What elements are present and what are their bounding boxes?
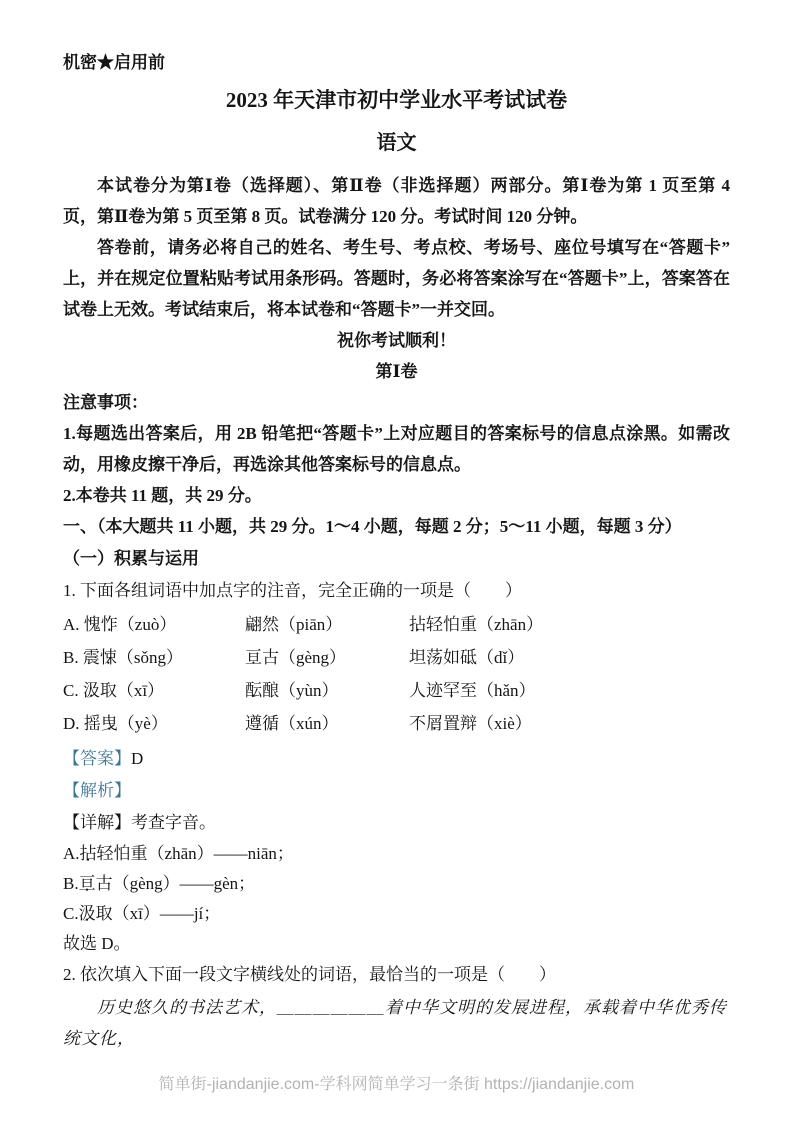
subject-title: 语文 xyxy=(376,132,417,154)
explanation-a: A.拈 •轻怕重（zhān）——niān； xyxy=(63,839,730,869)
option-row-c xyxy=(63,674,730,707)
option-row-d xyxy=(63,707,730,740)
answer-line xyxy=(63,743,730,775)
intro-paragraph-instructions: 答卷前，请务必将自己的姓名、考生号、考点校、考场号、座位号填写在“答题卡”上，并在规定位置粘贴考试用条形码。答题时，务必将答案涂写在“答题卡”上，答案答在试卷上无效。考试结束后，将本试卷和“答题卡”一并交回。 xyxy=(63,238,730,319)
note-item-1: 1.每题选出答案后，用 2B 铅笔把“答题卡”上对应题目的答案标号的信息点涂黑。如需改动，用橡皮擦干净后，再选涂其他答案标号的信息点。 xyxy=(63,424,730,474)
notes-title: 注意事项： xyxy=(63,393,148,412)
detail-text: 考查字音。 xyxy=(131,813,216,832)
option-a-cell-2: 翩 •然（piān） xyxy=(245,608,409,641)
option-d-cell-1: D. 摇曳 •（yè） xyxy=(63,707,245,740)
option-b-cell-2: 亘 •古（gèng） xyxy=(245,641,409,674)
volume-title: 第Ⅰ卷 xyxy=(375,362,418,381)
subsection-heading: （一）积累与运用 xyxy=(63,549,199,568)
confidential-notice: 机密★启用前 xyxy=(63,53,165,72)
option-b-cell-3: 坦荡如砥 •（dǐ） xyxy=(409,641,730,674)
question2-passage: 历史悠久的书法艺术，＿＿＿＿＿＿着中华文明的发展进程，承载着中华优秀传统文化， xyxy=(63,998,727,1048)
option-d-cell-3: 不屑 •置辩（xiè） xyxy=(409,707,730,740)
footer-watermark: 简单街-jiandanjie.com-学科网简单学习一条街 https://jiandanjie.com xyxy=(158,1076,635,1093)
option-a-cell-1: A. 愧怍 •（zuò） xyxy=(63,608,245,641)
section-heading: 一、（本大题共 11 小题，共 29 分。1～4 小题，每题 2 分；5～11 小题，每题 3 分） xyxy=(63,517,682,536)
option-c-cell-3: 人迹罕 •至（hǎn） xyxy=(409,674,730,707)
note-item-2: 2.本卷共 11 题，共 29 分。 xyxy=(63,486,262,505)
option-c-cell-1: C. 汲 •取（xī） xyxy=(63,674,245,707)
option-a-cell-3: 拈 •轻怕重（zhān） xyxy=(409,608,730,641)
page-title: 2023 年天津市初中学业水平考试试卷 xyxy=(225,88,568,112)
option-c-cell-2: 酝 •酿（yùn） xyxy=(245,674,409,707)
answer-value: D xyxy=(131,749,144,768)
explanation-c: C.汲 •取（xī）——jí； xyxy=(63,899,730,929)
option-row-a xyxy=(63,608,730,641)
detail-line xyxy=(63,807,730,839)
answer-label: 【答案】 xyxy=(63,749,131,768)
explanation-b: B.亘 •古（gèng）——gèn； xyxy=(63,869,730,899)
analysis-label: 【解析】 xyxy=(63,781,131,800)
wish-line: 祝你考试顺利！ xyxy=(337,331,456,350)
analysis-line xyxy=(63,775,730,807)
detail-label: 【详解】 xyxy=(63,813,131,832)
question1-stem: 1. 下面各组词语中加点字的注音，完全正确的一项是（ ） xyxy=(63,581,522,600)
intro-paragraph-structure: 本试卷分为第Ⅰ卷（选择题）、第Ⅱ卷（非选择题）两部分。第Ⅰ卷为第 1 页至第 4 页，第Ⅱ卷为第 5 页至第 8 页。试卷满分 120 分。考试时间 120 分钟。 xyxy=(63,176,730,226)
option-row-b xyxy=(63,641,730,674)
question1-options xyxy=(63,608,730,740)
conclusion-line: 故选 D。 xyxy=(63,934,131,953)
option-b-cell-1: B. 震悚 •（sǒng） xyxy=(63,641,245,674)
option-d-cell-2: 遵循 •（xún） xyxy=(245,707,409,740)
question2-stem: 2. 依次填入下面一段文字横线处的词语，最恰当的一项是（ ） xyxy=(63,965,556,984)
